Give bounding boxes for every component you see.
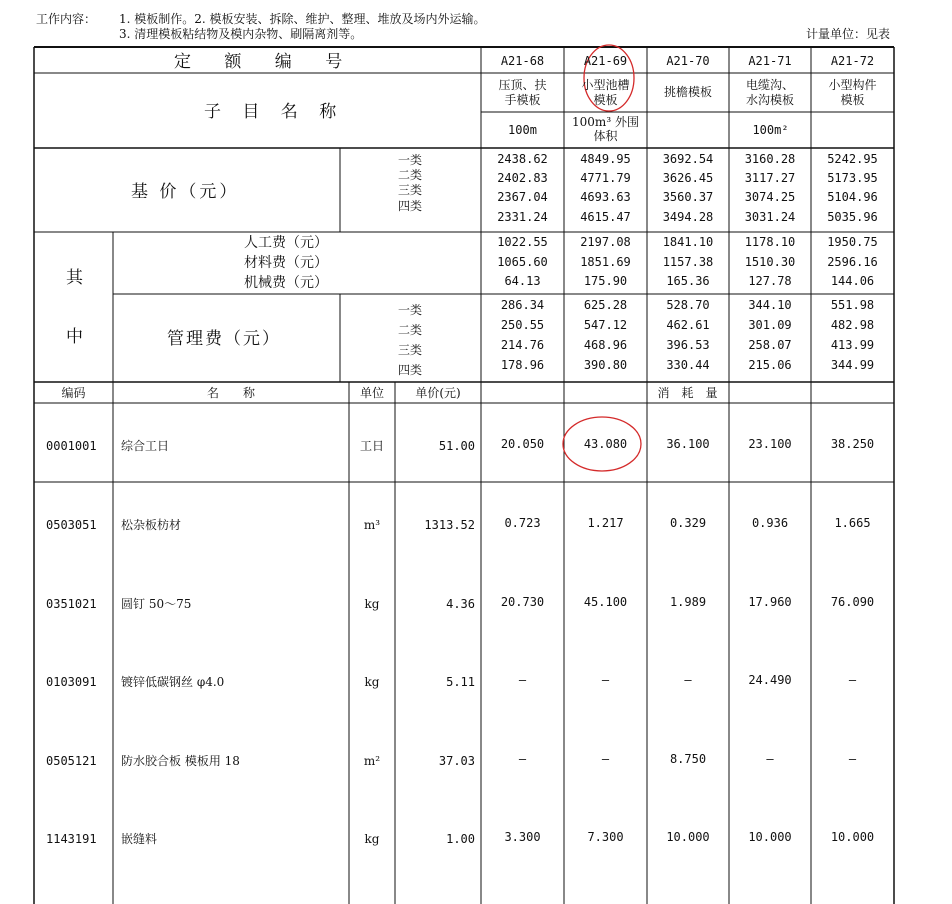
mgmt-fee-cell: 396.53 xyxy=(666,338,710,352)
base-price-cell: 3074.25 xyxy=(744,190,796,205)
base-price-cell: 5104.96 xyxy=(827,190,878,205)
item-code: 0505121 xyxy=(46,754,97,768)
base-price-cell: 2367.04 xyxy=(497,190,548,205)
item-name-a21-70: 挑檐模板 xyxy=(663,85,712,99)
consumption-cell: 24.490 xyxy=(748,673,792,687)
item-unit: 工日 xyxy=(359,439,384,453)
base-price-cell: 2402.83 xyxy=(497,171,548,186)
mgmt-fee-cell: 286.34 xyxy=(500,298,545,312)
cost-cell: 127.78 xyxy=(748,274,792,288)
cost-cell: 1022.55 xyxy=(497,235,548,249)
consumption-cell: 10.000 xyxy=(748,830,792,844)
cost-cell: 1065.60 xyxy=(497,254,548,269)
item-name: 嵌缝料 xyxy=(121,832,158,846)
item-name: 防水胶合板 模板用 18 xyxy=(121,754,240,768)
cost-cell: 175.90 xyxy=(583,274,628,288)
consumption-cell: 17.960 xyxy=(748,595,792,609)
item-name: 圆钉 50～75 xyxy=(121,597,192,611)
base-price-cell: 3160.28 xyxy=(744,152,796,166)
base-price-cell: 2438.62 xyxy=(497,152,548,166)
base-price-classes: 一类 二类 三类 四类 xyxy=(398,153,423,213)
item-name-label: 子 目 名 称 xyxy=(204,102,345,122)
code-a21-68: A21-68 xyxy=(500,54,545,68)
cost-cell: 1950.75 xyxy=(827,235,878,249)
mgmt-fee-cell: 178.96 xyxy=(500,358,545,372)
mgmt-fee-cell: 551.98 xyxy=(830,298,875,312)
cost-cell: 2197.08 xyxy=(580,235,631,249)
base-price-cell: 5035.96 xyxy=(827,209,878,224)
cost-cell: 1157.38 xyxy=(662,254,714,269)
consumption-cell: – xyxy=(518,752,527,766)
code-a21-69: A21-69 xyxy=(583,54,628,68)
item-code: 0001001 xyxy=(46,439,97,453)
consumption-cell: 36.100 xyxy=(666,437,710,451)
cost-cell: 1178.10 xyxy=(744,235,796,249)
consumption-cell: – xyxy=(766,752,774,766)
unit-note: 计量单位：见表 xyxy=(806,27,891,41)
consumption-cell: – xyxy=(684,673,692,687)
consumption-cell: 45.100 xyxy=(583,595,628,609)
consumption-cell: 76.090 xyxy=(830,595,875,609)
mgmt-fee-label: 管理费（元） xyxy=(167,329,281,349)
col-header-code: 编码 xyxy=(61,386,86,400)
base-price-cell: 3494.28 xyxy=(662,209,714,224)
base-price-cell: 2331.24 xyxy=(497,209,548,224)
mgmt-fee-cell: 344.99 xyxy=(830,358,875,372)
consumption-cell: – xyxy=(601,673,610,687)
item-name-a21-71: 电缆沟、 水沟模板 xyxy=(745,78,794,107)
consumption-cell: 1.217 xyxy=(587,516,624,530)
cost-cell: 1510.30 xyxy=(744,254,796,269)
base-price-cell: 4771.79 xyxy=(580,171,631,186)
cost-cell: 2596.16 xyxy=(827,254,878,269)
col-header-unit: 单位 xyxy=(359,386,384,400)
mgmt-fee-cell: 625.28 xyxy=(583,298,628,312)
consumption-cell: 23.100 xyxy=(748,437,792,451)
consumption-cell: – xyxy=(848,752,857,766)
mgmt-fee-cell: 344.10 xyxy=(748,298,792,312)
consumption-cell: 10.000 xyxy=(666,830,710,844)
consumption-cell: 3.300 xyxy=(504,830,541,844)
item-unit: kg xyxy=(364,597,380,611)
consumption-cell: 10.000 xyxy=(830,830,875,844)
consumption-cell: 38.250 xyxy=(830,437,875,451)
col-header-consumption: 消 耗 量 xyxy=(657,386,718,400)
quota-number-label: 定 额 编 号 xyxy=(174,52,357,72)
cost-cell: 1851.69 xyxy=(580,254,631,269)
code-a21-72: A21-72 xyxy=(830,54,875,68)
machine-cost-label: 机械费（元） xyxy=(244,275,328,291)
mgmt-fee-cell: 413.99 xyxy=(830,338,875,352)
base-price-cell: 3117.27 xyxy=(744,171,796,186)
item-price: 51.00 xyxy=(438,439,475,453)
item-name: 镀锌低碳钢丝 φ4.0 xyxy=(121,675,225,689)
mgmt-fee-cell: 330.44 xyxy=(666,358,710,372)
base-price-cell: 3692.54 xyxy=(662,152,714,166)
item-price: 37.03 xyxy=(438,754,475,768)
mgmt-fee-cell: 462.61 xyxy=(666,318,710,332)
item-price: 4.36 xyxy=(446,597,475,611)
item-name-a21-68: 压顶、扶 手模板 xyxy=(498,78,547,107)
cost-cell: 165.36 xyxy=(666,274,710,288)
labour-cost-label: 人工费（元） xyxy=(244,235,328,251)
work-content-line-2: 3. 清理模板粘结物及模内杂物、刷隔离剂等。 xyxy=(119,27,363,41)
mgmt-fee-cell: 214.76 xyxy=(500,338,545,352)
item-name: 综合工日 xyxy=(121,439,170,453)
item-unit: kg xyxy=(364,832,380,846)
item-name: 松杂板枋材 xyxy=(121,518,182,532)
mgmt-fee-cell: 250.55 xyxy=(500,318,545,332)
unit-a21-69: 100m³ 外围 体积 xyxy=(572,115,639,143)
work-content-line-1: 1. 模板制作。2. 模板安装、拆除、维护、整理、堆放及场内外运输。 xyxy=(119,12,486,26)
consumption-cell: – xyxy=(601,752,610,766)
mgmt-fee-cell: 258.07 xyxy=(748,338,792,352)
item-code: 0103091 xyxy=(46,675,97,689)
item-unit: m² xyxy=(363,754,381,768)
work-content-label: 工作内容： xyxy=(36,12,97,26)
base-price-cell: 4693.63 xyxy=(580,190,631,205)
consumption-cell: 8.750 xyxy=(669,752,707,766)
base-price-cell: 5173.95 xyxy=(827,171,878,186)
consumption-cell: 20.050 xyxy=(500,437,545,451)
consumption-cell: 1.665 xyxy=(834,516,871,530)
mgmt-classes: 一类 二类 三类 四类 xyxy=(398,303,423,377)
item-price: 1.00 xyxy=(446,832,475,846)
col-header-price: 单价(元) xyxy=(415,386,461,400)
item-unit: m³ xyxy=(363,518,381,532)
mgmt-fee-cell: 215.06 xyxy=(748,358,792,372)
base-price-cell: 4849.95 xyxy=(580,152,631,166)
consumption-cell: 20.730 xyxy=(500,595,545,609)
consumption-cell: 7.300 xyxy=(587,830,624,844)
material-cost-label: 材料费（元） xyxy=(244,255,328,271)
item-code: 0503051 xyxy=(46,518,97,532)
consumption-cell: 43.080 xyxy=(583,437,628,451)
base-price-cell: 3031.24 xyxy=(744,209,796,224)
code-a21-71: A21-71 xyxy=(748,54,792,68)
base-price-cell: 3560.37 xyxy=(662,190,714,205)
consumption-cell: 0.723 xyxy=(504,516,541,530)
item-code: 1143191 xyxy=(46,832,97,846)
mgmt-fee-cell: 390.80 xyxy=(583,358,628,372)
item-name-a21-72: 小型构件 模板 xyxy=(828,78,877,107)
code-a21-70: A21-70 xyxy=(666,54,710,68)
unit-a21-68: 100m xyxy=(508,123,537,137)
base-price-label: 基 价（元） xyxy=(131,182,240,202)
mgmt-fee-cell: 468.96 xyxy=(583,338,628,352)
consumption-cell: – xyxy=(848,673,857,687)
consumption-cell: 1.989 xyxy=(669,595,707,609)
unit-a21-70-72: 100m² xyxy=(752,123,789,137)
item-price: 1313.52 xyxy=(424,518,475,532)
mgmt-fee-cell: 528.70 xyxy=(666,298,710,312)
col-header-name: 名 称 xyxy=(206,386,255,400)
mgmt-fee-cell: 301.09 xyxy=(748,318,792,332)
base-price-cell: 4615.47 xyxy=(580,209,631,224)
item-name-a21-69: 小型池槽 模板 xyxy=(581,78,630,107)
base-price-cell: 3626.45 xyxy=(662,171,714,186)
item-code: 0351021 xyxy=(46,597,97,611)
base-price-cell: 5242.95 xyxy=(827,152,878,166)
mgmt-fee-cell: 482.98 xyxy=(830,318,875,332)
cost-cell: 144.06 xyxy=(830,274,875,288)
cost-cell: 64.13 xyxy=(504,274,541,288)
qi-label: 其 xyxy=(66,268,83,288)
zhong-label: 中 xyxy=(66,327,83,347)
consumption-cell: – xyxy=(518,673,527,687)
cost-cell: 1841.10 xyxy=(662,235,714,249)
consumption-cell: 0.936 xyxy=(751,516,789,530)
consumption-cell: 0.329 xyxy=(669,516,707,530)
item-price: 5.11 xyxy=(446,675,475,689)
item-unit: kg xyxy=(364,675,380,689)
mgmt-fee-cell: 547.12 xyxy=(583,318,628,332)
